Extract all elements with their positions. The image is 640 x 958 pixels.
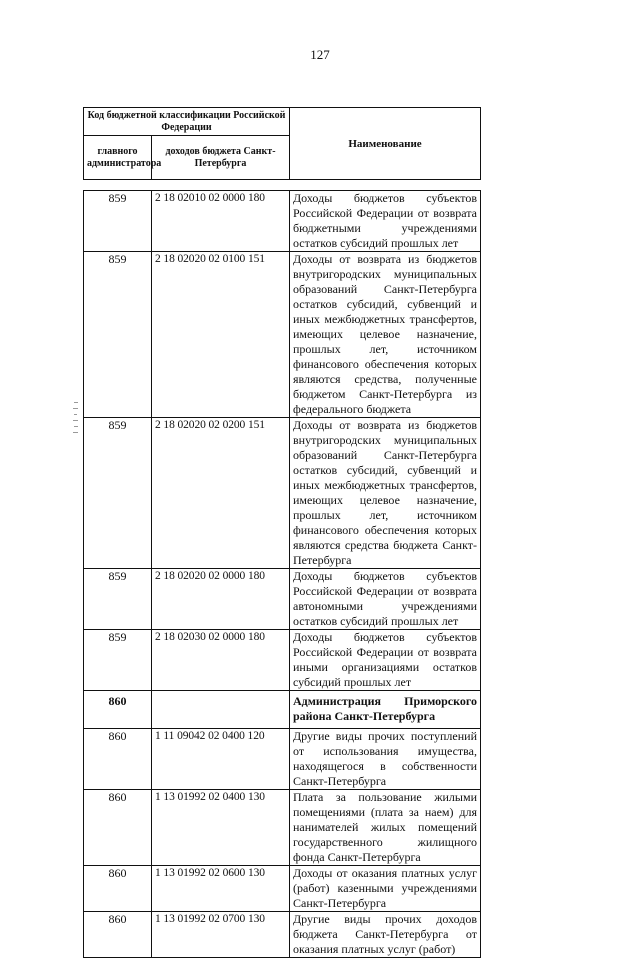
income-code-cell: 2 18 02010 02 0000 180 [152, 191, 290, 252]
table-row [84, 790, 481, 866]
table-row [84, 569, 481, 630]
income-code-cell: 1 13 01992 02 0700 130 [152, 912, 290, 958]
admin-code-cell: 859 [84, 252, 152, 418]
name-cell: Доходы бюджетов субъектов Российской Федерации от возврата автономными учреждениями остатков субсидий прошлых лет [290, 569, 481, 630]
name-cell: Администрация Приморского района Санкт-Петербурга [290, 691, 481, 729]
name-cell: Доходы бюджетов субъектов Российской Федерации от возврата иными организациями остатков субсидий прошлых лет [290, 630, 481, 691]
income-code-cell: 2 18 02020 02 0100 151 [152, 252, 290, 418]
scan-artifact [72, 400, 80, 436]
table-row [84, 912, 481, 958]
admin-code-cell: 860 [84, 866, 152, 912]
table-header [83, 107, 481, 180]
income-code-cell: 1 11 09042 02 0400 120 [152, 729, 290, 790]
admin-code-cell: 859 [84, 569, 152, 630]
admin-column-header: главного администратора [84, 136, 152, 180]
admin-code-cell: 860 [84, 691, 152, 729]
admin-code-cell: 859 [84, 630, 152, 691]
name-cell: Доходы бюджетов субъектов Российской Федерации от возврата бюджетными учреждениями остатков субсидий прошлых лет [290, 191, 481, 252]
income-table [83, 190, 481, 958]
name-cell: Другие виды прочих поступлений от использования имущества, находящегося в собственности Санкт-Петербурга [290, 729, 481, 790]
admin-code-cell: 860 [84, 729, 152, 790]
table-row [84, 630, 481, 691]
code-group-header: Код бюджетной классификации Российской Федерации [84, 108, 290, 136]
income-code-cell: 2 18 02020 02 0000 180 [152, 569, 290, 630]
admin-code-cell: 859 [84, 191, 152, 252]
table-row [84, 252, 481, 418]
name-cell: Доходы от оказания платных услуг (работ) казенными учреждениями Санкт-Петербурга [290, 866, 481, 912]
table-row [84, 191, 481, 252]
income-code-cell: 1 13 01992 02 0400 130 [152, 790, 290, 866]
income-code-cell [152, 691, 290, 729]
name-cell: Доходы от возврата из бюджетов внутригородских муниципальных образований Санкт-Петербурга остатков субсидий, субвенций и иных межбюджетных трансфертов, имеющих целевое назначение, прошлых лет, источником финансового обеспечения которых являются средства бюджета Санкт-Петербурга [290, 418, 481, 569]
income-code-cell: 2 18 02030 02 0000 180 [152, 630, 290, 691]
table-row [84, 691, 481, 729]
admin-code-cell: 860 [84, 790, 152, 866]
income-code-cell: 1 13 01992 02 0600 130 [152, 866, 290, 912]
name-cell: Плата за пользование жилыми помещениями (плата за наем) для нанимателей жилых помещений государственного жилищного фонда Санкт-Петербурга [290, 790, 481, 866]
income-column-header: доходов бюджета Санкт-Петербурга [152, 136, 290, 180]
page-number: 127 [310, 47, 330, 62]
admin-code-cell: 860 [84, 912, 152, 958]
table-row [84, 418, 481, 569]
table-row [84, 729, 481, 790]
name-cell: Доходы от возврата из бюджетов внутригородских муниципальных образований Санкт-Петербурга остатков субсидий, субвенций и иных межбюджетных трансфертов, имеющих целевое назначение, прошлых лет, источником финансового обеспечения которых являются средства, полученные бюджетом Санкт-Петербурга из федерального бюджета [290, 252, 481, 418]
admin-code-cell: 859 [84, 418, 152, 569]
income-code-cell: 2 18 02020 02 0200 151 [152, 418, 290, 569]
name-cell: Другие виды прочих доходов бюджета Санкт-Петербурга от оказания платных услуг (работ) [290, 912, 481, 958]
name-column-header: Наименование [290, 108, 481, 180]
